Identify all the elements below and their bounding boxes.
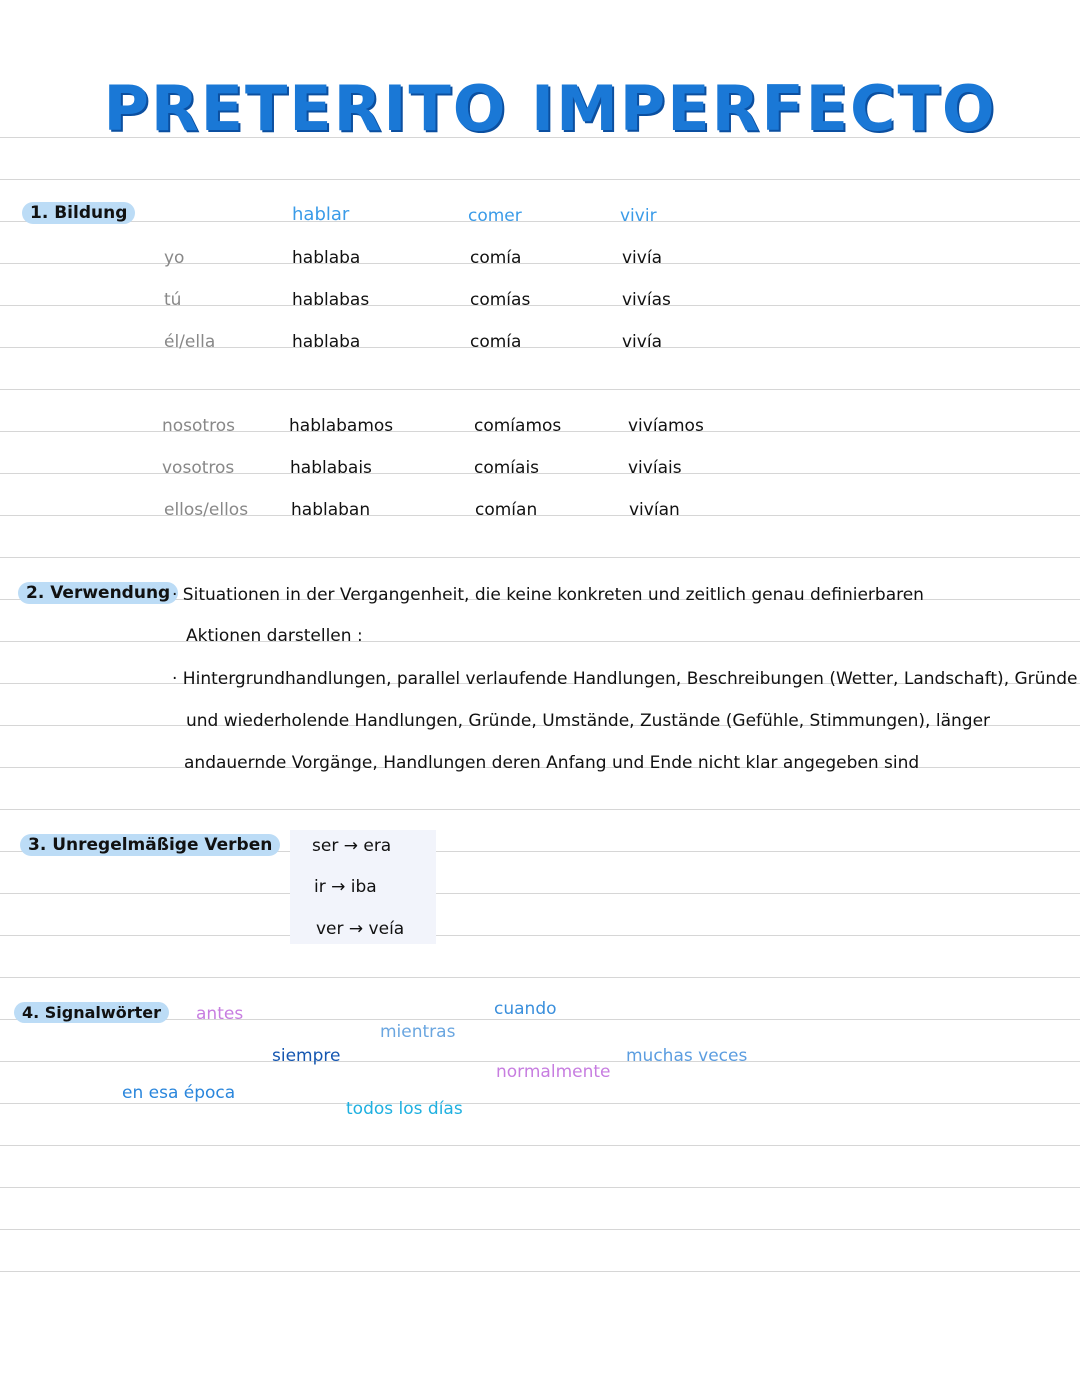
signal-word: siempre — [272, 1046, 341, 1066]
conjugation: comíamos — [474, 416, 562, 436]
pronoun: ellos/ellos — [164, 500, 249, 520]
ruled-line — [0, 809, 1080, 810]
ruled-line — [0, 1103, 1080, 1104]
conjugation: hablaba — [292, 248, 361, 268]
ruled-line — [0, 221, 1080, 222]
ruled-line — [0, 305, 1080, 306]
conjugation: comía — [470, 248, 522, 268]
irregular-verb: ir → iba — [314, 877, 377, 897]
usage-line: und wiederholende Handlungen, Gründe, Umstände, Zustände (Gefühle, Stimmungen), länger — [186, 711, 991, 731]
pronoun: nosotros — [162, 416, 235, 436]
ruled-line — [0, 935, 1080, 936]
signal-word: muchas veces — [626, 1046, 748, 1066]
ruled-line — [0, 1229, 1080, 1230]
signal-word: antes — [196, 1004, 244, 1024]
ruled-line — [0, 977, 1080, 978]
conjugation: comías — [470, 290, 531, 310]
irregular-verb: ser → era — [312, 836, 392, 856]
ruled-line — [0, 389, 1080, 390]
ruled-line — [0, 1271, 1080, 1272]
ruled-line — [0, 1145, 1080, 1146]
section-3-heading: 3. Unregelmäßige Verben — [20, 835, 280, 855]
conjugation: vivían — [629, 500, 680, 520]
conjugation: vivíais — [628, 458, 682, 478]
conjugation: hablabas — [292, 290, 370, 310]
conjugation: hablabais — [290, 458, 372, 478]
pronoun: yo — [164, 248, 185, 268]
section-1-heading: 1. Bildung — [22, 203, 135, 223]
section-2-heading: 2. Verwendung — [18, 583, 178, 603]
conjugation: comíais — [474, 458, 540, 478]
signal-word: en esa época — [122, 1083, 236, 1103]
ruled-line — [0, 893, 1080, 894]
conjugation: vivía — [622, 332, 662, 352]
irregular-verb: ver → veía — [316, 919, 405, 939]
conjugation: hablaban — [291, 500, 371, 520]
signal-word: todos los días — [346, 1099, 463, 1119]
ruled-line — [0, 641, 1080, 642]
usage-line: Aktionen darstellen : — [186, 626, 363, 646]
pronoun: tú — [164, 290, 182, 310]
usage-line: · Hintergrundhandlungen, parallel verlaufende Handlungen, Beschreibungen (Wetter, Landschaft), Gründe — [172, 669, 1078, 689]
signal-word: mientras — [380, 1022, 456, 1042]
conjugation: vivía — [622, 248, 662, 268]
signal-word: normalmente — [496, 1062, 611, 1082]
ruled-line — [0, 1187, 1080, 1188]
conjugation: hablabamos — [289, 416, 394, 436]
section-4-heading: 4. Signalwörter — [14, 1003, 169, 1022]
verb-comer: comer — [468, 206, 522, 226]
ruled-line — [0, 557, 1080, 558]
page-title: PRETERITO IMPERFECTO — [103, 72, 997, 145]
signal-word: cuando — [494, 999, 557, 1019]
conjugation: hablaba — [292, 332, 361, 352]
ruled-line — [0, 179, 1080, 180]
ruled-line — [0, 347, 1080, 348]
usage-line: · Situationen in der Vergangenheit, die keine konkreten und zeitlich genau definierbaren — [172, 585, 924, 605]
pronoun: él/ella — [164, 332, 216, 352]
usage-line: andauernde Vorgänge, Handlungen deren Anfang und Ende nicht klar angegeben sind — [184, 753, 920, 773]
conjugation: comían — [475, 500, 538, 520]
ruled-line — [0, 263, 1080, 264]
conjugation: comía — [470, 332, 522, 352]
conjugation: vivíamos — [628, 416, 704, 436]
pronoun: vosotros — [162, 458, 235, 478]
conjugation: vivías — [622, 290, 671, 310]
verb-hablar: hablar — [292, 204, 350, 225]
ruled-line — [0, 515, 1080, 516]
verb-vivir: vivir — [620, 206, 657, 226]
